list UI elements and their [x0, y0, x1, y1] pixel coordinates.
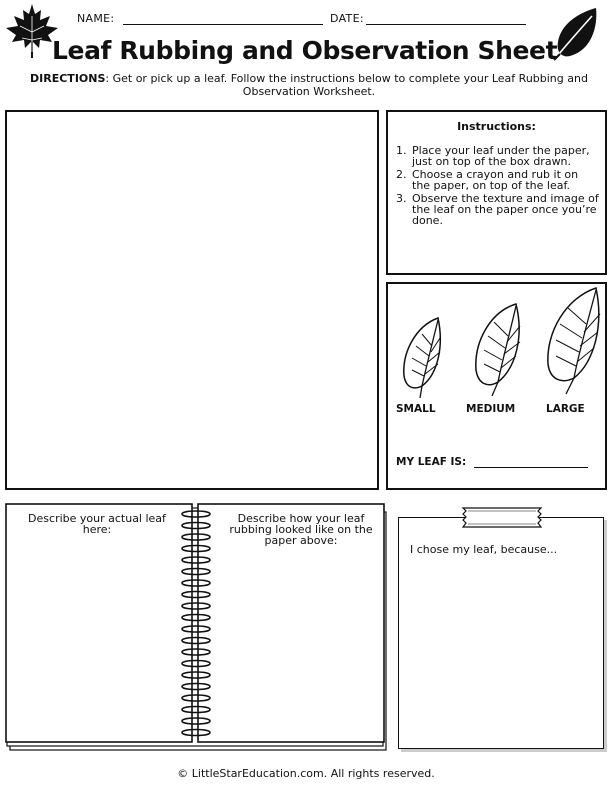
spiral-ring [182, 511, 210, 517]
spiral-ring [182, 626, 210, 632]
instruction-item [388, 169, 599, 191]
my-leaf-field[interactable] [474, 467, 588, 468]
spiral-ring [182, 649, 210, 655]
directions [14, 72, 604, 98]
instruction-number: 1. [396, 144, 407, 157]
tape-icon [460, 506, 544, 530]
spiral-ring [182, 569, 210, 575]
spiral-ring [182, 546, 210, 552]
date-field[interactable] [366, 24, 526, 25]
small-leaf-icon [398, 316, 446, 400]
instruction-number: 3. [396, 192, 407, 205]
note-prompt: I chose my leaf, because... [410, 543, 558, 556]
instruction-item [388, 145, 599, 167]
spiral-ring [182, 592, 210, 598]
instructions-title: Instructions: [457, 120, 536, 133]
page-title: Leaf Rubbing and Observation Sheet [52, 36, 558, 65]
spiral-ring [182, 695, 210, 701]
spiral-ring [182, 672, 210, 678]
spiral-ring [182, 615, 210, 621]
instruction-number: 2. [396, 168, 407, 181]
size-medium-label: MEDIUM [466, 403, 516, 415]
my-leaf-label: MY LEAF IS: [396, 456, 467, 468]
rubbing-box[interactable] [5, 110, 379, 490]
instructions-box [386, 110, 607, 275]
directions-text: : Get or pick up a leaf. Follow the instructions below to complete your Leaf Rubbing and Observation Worksheet. [105, 72, 588, 98]
size-small-label: SMALL [396, 403, 436, 415]
spiral-ring [182, 730, 210, 736]
spiral-binding [178, 506, 214, 746]
directions-label: DIRECTIONS [30, 72, 106, 85]
spiral-ring [182, 707, 210, 713]
date-label: DATE: [330, 12, 364, 25]
spiral-ring [182, 534, 210, 540]
spiral-ring [182, 684, 210, 690]
instruction-text: Observe the texture and image of the leaf on the paper once you’re done. [412, 192, 599, 227]
instruction-item [388, 193, 599, 226]
spiral-ring [182, 523, 210, 529]
actual-leaf-writing-area[interactable] [14, 540, 182, 740]
instruction-text: Place your leaf under the paper, just on top of the box drawn. [412, 144, 590, 168]
spiral-ring [182, 603, 210, 609]
spiral-ring [182, 718, 210, 724]
copyright-footer: © LittleStarEducation.com. All rights reserved. [177, 767, 435, 780]
instruction-text: Choose a crayon and rub it on the paper, on top of the leaf. [412, 168, 579, 192]
name-field[interactable] [123, 24, 323, 25]
rubbing-writing-area[interactable] [210, 560, 382, 740]
medium-leaf-icon [470, 302, 526, 398]
spiral-ring [182, 557, 210, 563]
name-label: NAME: [77, 12, 115, 25]
spiral-ring [182, 580, 210, 586]
actual-leaf-prompt: Describe your actual leaf here: [28, 512, 166, 536]
spiral-ring [182, 638, 210, 644]
instructions-list [388, 145, 605, 226]
size-large-label: LARGE [546, 403, 585, 415]
large-leaf-icon [542, 286, 604, 396]
spiral-ring [182, 661, 210, 667]
rubbing-prompt: Describe how your leaf rubbing looked like on the paper above: [229, 512, 373, 547]
